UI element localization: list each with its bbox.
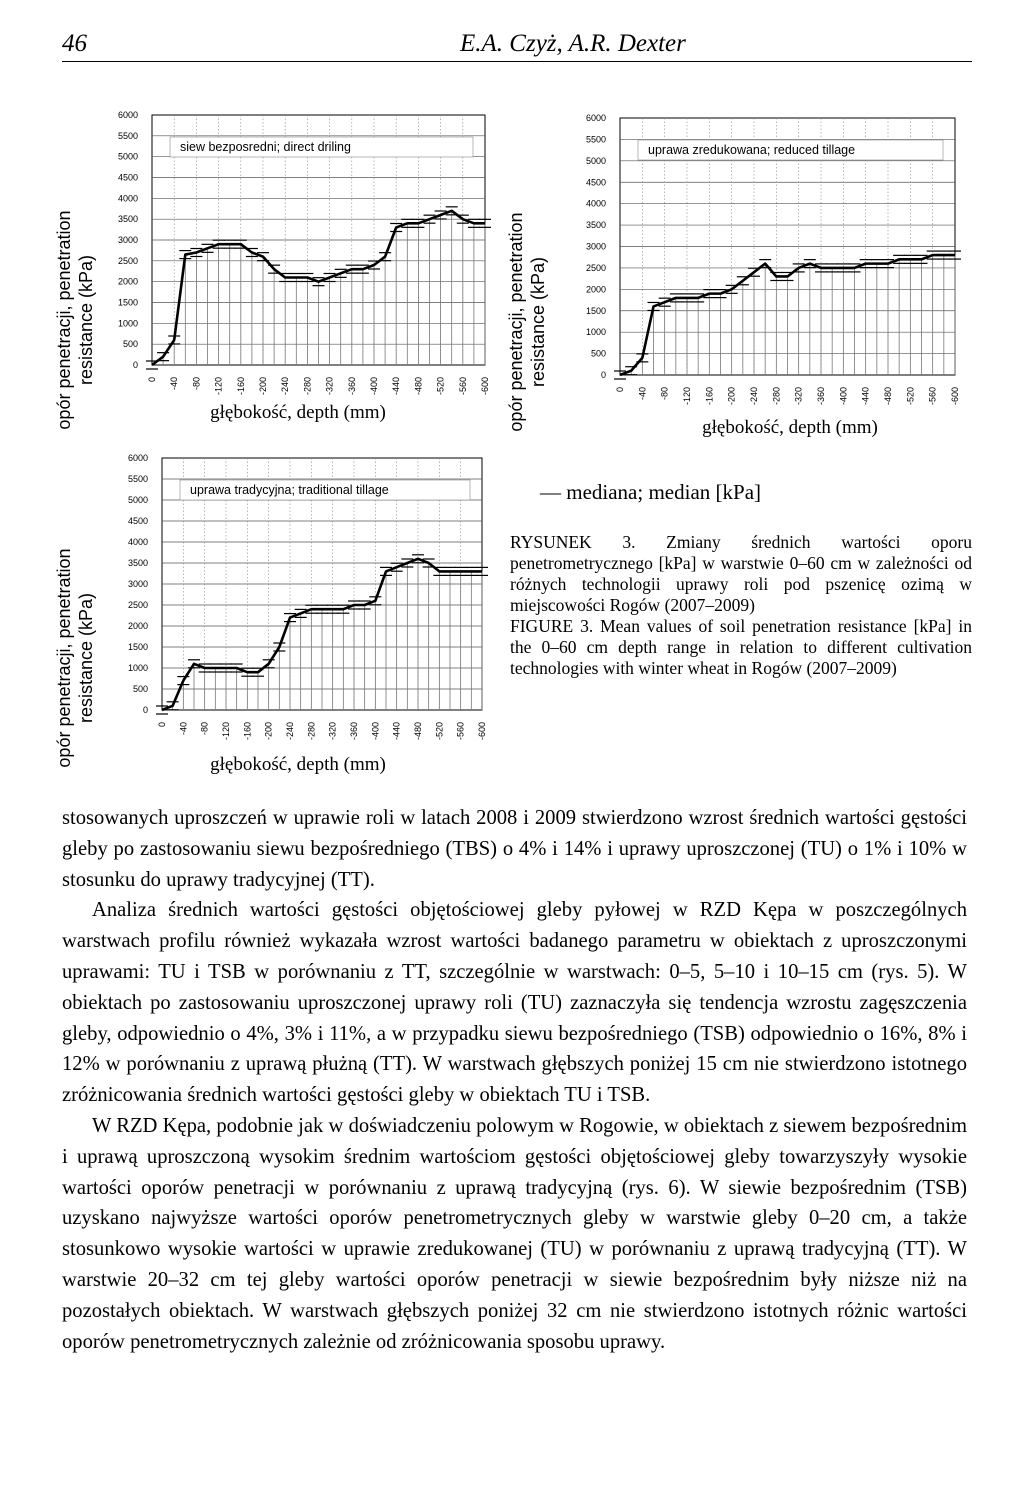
x-tick-label: -40 [178, 722, 189, 736]
x-tick-label: -320 [324, 377, 335, 396]
x-tick-label: -480 [413, 722, 423, 741]
figure-caption [510, 532, 972, 679]
x-tick-label: -160 [704, 387, 715, 406]
y-tick-label: 4000 [585, 198, 606, 209]
paragraph-2: Analiza średnich wartości gęstości objętościowej gleby pyłowej w RZD Kępa w poszczególnych warstwach profilu również wykazała wzrost wartości badanego parametru w obiektach z uproszczonymi uprawami: TU i TSB w porównaniu z TT, szczególnie w warstwach: 0–5, 5–10 i 10–15 cm (rys. 5). W obiektach po zastosowaniu uproszczonej uprawy roli (TU) zaznaczyła się tendencja wzrostu zagęszczenia gleby, odpowiednio o 4%, 3% i 11%, a w przypadku siewu bezpośredniego (TSB) odpowiednio o 16%, 8% i 12% w porównaniu z uprawą płużną (TT). W warstwach głębszych poniżej 15 cm nie stwierdzono istotnego zróżnicowania średnich wartości gęstości gleby w obiektach TU i TSB. [62, 899, 967, 1107]
y-tick-label: 6000 [585, 113, 606, 123]
x-tick-label: -440 [860, 387, 871, 406]
x-tick-label: -80 [191, 377, 202, 391]
caption-english: FIGURE 3. Mean values of soil penetration resistance [kPa] in the 0–60 cm depth range in relation to different cultivation technologies with winter wheat in Rogów (2007–2009) [510, 616, 972, 678]
x-tick-label: -440 [391, 722, 402, 741]
y-tick-label: 6000 [117, 110, 138, 120]
x-tick-label: -480 [883, 387, 893, 406]
x-tick-label: -360 [346, 377, 357, 396]
x-tick-label: -360 [816, 387, 826, 406]
x-tick-label: -120 [682, 387, 692, 406]
x-tick-label: -240 [749, 387, 759, 406]
x-tick-label: 0 [147, 377, 157, 383]
y-tick-label: 3000 [585, 241, 606, 252]
y-tick-label: 5500 [585, 134, 606, 145]
y-tick-label: 2500 [127, 600, 148, 610]
x-axis-label: głębokość, depth (mm) [702, 417, 878, 438]
chart-svg [500, 100, 970, 445]
x-tick-label: -360 [349, 722, 359, 741]
chart-direct-drilling [40, 100, 500, 440]
x-tick-label: -200 [263, 722, 274, 741]
x-axis-label: głębokość, depth (mm) [210, 402, 386, 423]
x-tick-label: 0 [615, 387, 625, 393]
x-tick-label: -520 [435, 377, 446, 396]
y-tick-label: 2500 [585, 262, 606, 273]
y-tick-label: 5000 [127, 495, 148, 505]
y-tick-label: 0 [132, 360, 138, 370]
y-axis-label-line2: resistance (kPa) [76, 254, 96, 386]
x-tick-label: -480 [413, 377, 424, 396]
x-tick-label: -160 [242, 722, 253, 741]
x-tick-label: -160 [235, 377, 246, 396]
y-tick-label: 0 [600, 370, 606, 380]
y-axis-label-line1: opór penetracji, penetration [506, 212, 526, 432]
y-axis-label-line2: resistance (kPa) [528, 256, 548, 388]
y-tick-label: 1500 [585, 305, 606, 316]
x-tick-label: -120 [221, 722, 231, 741]
x-tick-label: -200 [258, 377, 268, 396]
y-tick-label: 5000 [585, 155, 606, 166]
x-tick-label: -200 [726, 387, 737, 406]
chart-title: uprawa tradycyjna; traditional tillage [190, 483, 389, 497]
page-number: 46 [62, 30, 87, 57]
x-tick-label: -600 [950, 387, 960, 406]
x-tick-label: -320 [793, 387, 804, 406]
x-tick-label: -280 [771, 387, 782, 406]
x-tick-label: 0 [157, 722, 167, 728]
chart-svg [40, 440, 500, 785]
x-tick-label: -40 [169, 377, 180, 391]
x-tick-label: -600 [480, 377, 490, 396]
y-tick-label: 0 [142, 705, 148, 715]
paragraph-1: stosowanych uproszczeń w uprawie roli w latach 2008 i 2009 stwierdzono wzrost średnich wartości gęstości gleby po zastosowaniu siewu bezpośredniego (TBS) o 4% i 14% i uprawy uproszczonej (TU) o 1% i 10% w stosunku do uprawy tradycyjnej (TT). [62, 807, 967, 891]
x-tick-label: -600 [477, 722, 487, 741]
y-tick-label: 4500 [127, 516, 148, 526]
y-tick-label: 1500 [127, 642, 148, 652]
y-tick-label: 3000 [127, 579, 148, 589]
y-tick-label: 3500 [127, 558, 148, 568]
y-tick-label: 6000 [127, 453, 148, 463]
x-tick-label: -280 [302, 377, 313, 396]
y-tick-label: 4500 [117, 172, 138, 183]
x-tick-label: -240 [285, 722, 295, 741]
y-tick-label: 3000 [117, 235, 138, 245]
x-tick-label: -400 [370, 722, 381, 741]
running-title: E.A. Czyż, A.R. Dexter [460, 30, 686, 57]
y-tick-label: 2500 [117, 255, 138, 266]
body-text [62, 803, 967, 1357]
chart-title: uprawa zredukowana; reduced tillage [648, 143, 856, 157]
plot-area [128, 453, 488, 740]
chart-legend: — mediana; median [kPa] [540, 480, 762, 504]
x-tick-label: -560 [927, 387, 938, 406]
y-tick-label: 2000 [127, 621, 148, 631]
y-tick-label: 500 [122, 339, 138, 350]
y-tick-label: 1000 [117, 318, 138, 329]
x-tick-label: -520 [905, 387, 916, 406]
page-header [62, 30, 972, 64]
y-tick-label: 3500 [117, 214, 138, 225]
y-tick-label: 4000 [127, 537, 148, 547]
x-tick-label: -280 [306, 722, 317, 741]
x-tick-label: -440 [391, 377, 402, 396]
chart-svg [40, 100, 500, 440]
paragraph-3: W RZD Kępa, podobnie jak w doświadczeniu polowym w Rogowie, w obiektach z siewem bezpośrednim i uprawą uproszczoną wysokim średnim wartościom gęstości objętościowej gleby towarzyszyły wysokie wartości oporów penetracji w porównaniu z uprawą tradycyjną (rys. 6). W siewie bezpośrednim (TSB) uzyskano najwyższe wartości oporów penetrometrycznych gleby w warstwie gleby 0–20 cm, a także stosunkowo wysokie wartości w uprawie zredukowanej (TU) w porównaniu z uprawą tradycyjną (TT). W warstwie 20–32 cm tej gleby wartości oporów penetracji w siewie bezpośrednim były niższe niż na pozostałych obiektach. W warstwach głębszych poniżej 32 cm nie stwierdzono istotnych różnic wartości oporów penetrometrycznych zależnie od zróżnicowania sposobu uprawy. [62, 1114, 967, 1353]
header-rule [62, 61, 972, 62]
x-tick-label: -120 [213, 377, 224, 396]
x-tick-label: -400 [838, 387, 849, 406]
y-tick-label: 1500 [117, 297, 138, 308]
y-axis-label-line1: opór penetracji, penetration [54, 210, 74, 430]
plot-area [586, 113, 961, 405]
y-tick-label: 5500 [117, 130, 138, 141]
x-tick-label: -80 [199, 722, 210, 736]
chart-reduced-tillage [500, 100, 970, 445]
y-tick-label: 5000 [117, 151, 138, 162]
y-axis-label-line2: resistance (kPa) [76, 592, 96, 724]
chart-traditional-tillage [40, 440, 500, 785]
y-axis-label-line1: opór penetracji, penetration [54, 548, 74, 768]
x-tick-label: -400 [369, 377, 379, 396]
y-tick-label: 1000 [585, 327, 606, 338]
plot-area [118, 110, 491, 395]
y-tick-label: 4500 [585, 177, 606, 188]
x-tick-label: -520 [434, 722, 445, 741]
y-tick-label: 3500 [585, 220, 606, 231]
x-tick-label: -560 [457, 377, 468, 396]
x-tick-label: -560 [455, 722, 466, 741]
x-tick-label: -80 [659, 387, 670, 401]
x-tick-label: -240 [280, 377, 291, 396]
y-tick-label: 1000 [127, 663, 148, 673]
chart-title: siew bezposredni; direct driling [180, 140, 351, 154]
x-tick-label: -40 [637, 387, 648, 401]
y-tick-label: 500 [132, 684, 148, 694]
x-axis-label: głębokość, depth (mm) [210, 754, 386, 775]
y-tick-label: 5500 [127, 474, 148, 484]
y-tick-label: 4000 [117, 193, 138, 204]
y-tick-label: 2000 [117, 276, 138, 287]
caption-polish: RYSUNEK 3. Zmiany średnich wartości oporu penetrometrycznego [kPa] w warstwie 0–60 cm w zależności od różnych technologii uprawy roli pod pszenicę ozimą w miejscowości Rogów (2007–2009) [510, 532, 972, 615]
x-tick-label: -320 [327, 722, 338, 741]
y-tick-label: 500 [590, 348, 606, 359]
y-tick-label: 2000 [585, 284, 606, 295]
